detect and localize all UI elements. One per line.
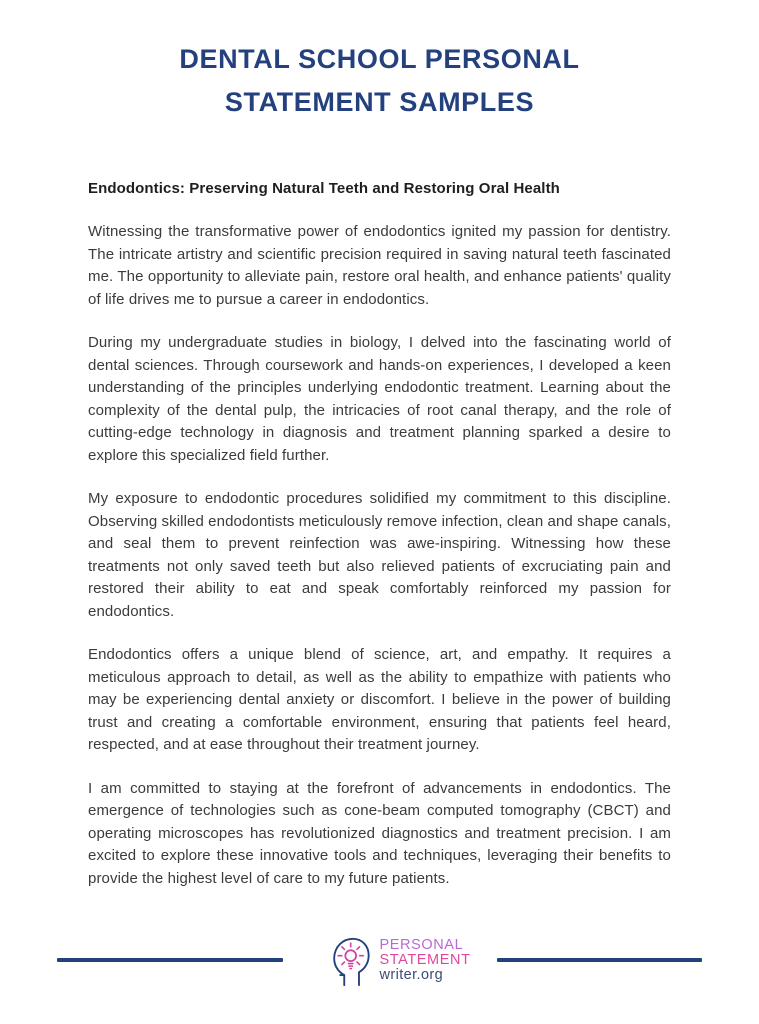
paragraph-5: I am committed to staying at the forefront of advancements in endodontics. The emergence of technologies such as cone-beam computed tomography (CBCT) and operating microscopes has revolutionized diagnostics and treatment precision. I am excited to explore these innovative tools and techniques, leveraging their benefits to provide the highest level of care to my future patients.	[88, 779, 671, 887]
page-title-line1: DENTAL SCHOOL PERSONAL	[179, 44, 580, 74]
section-heading: Endodontics: Preserving Natural Teeth and Restoring Oral Health	[88, 180, 560, 197]
paragraph-1: Witnessing the transformative power of endodontics ignited my passion for dentistry. The intricate artistry and scientific precision required in saving natural teeth fascinated me. The opportunity to alleviate pain, restore oral health, and enhance patients' quality of life drives me to pursue a career in endodontics.	[88, 223, 671, 308]
head-lightbulb-icon	[327, 932, 373, 988]
brand-name-line1: PERSONAL	[379, 936, 464, 953]
brand-name-line2: STATEMENT	[379, 951, 471, 968]
page-title-line2: STATEMENT SAMPLES	[224, 87, 535, 117]
page-title	[0, 0, 759, 124]
footer	[0, 932, 759, 988]
footer-divider-right	[497, 958, 702, 962]
brand-text	[379, 938, 470, 983]
paragraph-2: During my undergraduate studies in biology, I delved into the fascinating world of dental sciences. Through coursework and hands-on experiences, I developed a keen understanding of the principles underlying endodontic treatment. Learning about the complexity of the dental pulp, the intricacies of root canal therapy, and the role of cutting-edge technology in diagnosis and treatment planning sparked a desire to explore this specialized field further.	[88, 334, 671, 464]
document-body	[0, 178, 759, 890]
paragraph-3: My exposure to endodontic procedures solidified my commitment to this discipline. Observing skilled endodontists meticulously remove infection, clean and shape canals, and seal them to prevent reinfection was awe-inspiring. Witnessing how these treatments not only saved teeth but also relieved patients of excruciating pain and restored their ability to eat and speak comfortably reinforced my passion for endodontics.	[88, 490, 671, 620]
paragraph-4: Endodontics offers a unique blend of science, art, and empathy. It requires a meticulous approach to detail, as well as the ability to empathize with patients who may be experiencing dental anxiety or discomfort. I believe in the power of building trust and creating a comfortable environment, ensuring that patients feel heard, respected, and at ease throughout their treatment journey.	[88, 646, 671, 753]
footer-divider-left	[57, 958, 283, 962]
brand-domain: writer.org	[379, 966, 444, 983]
brand-logo	[327, 932, 470, 988]
